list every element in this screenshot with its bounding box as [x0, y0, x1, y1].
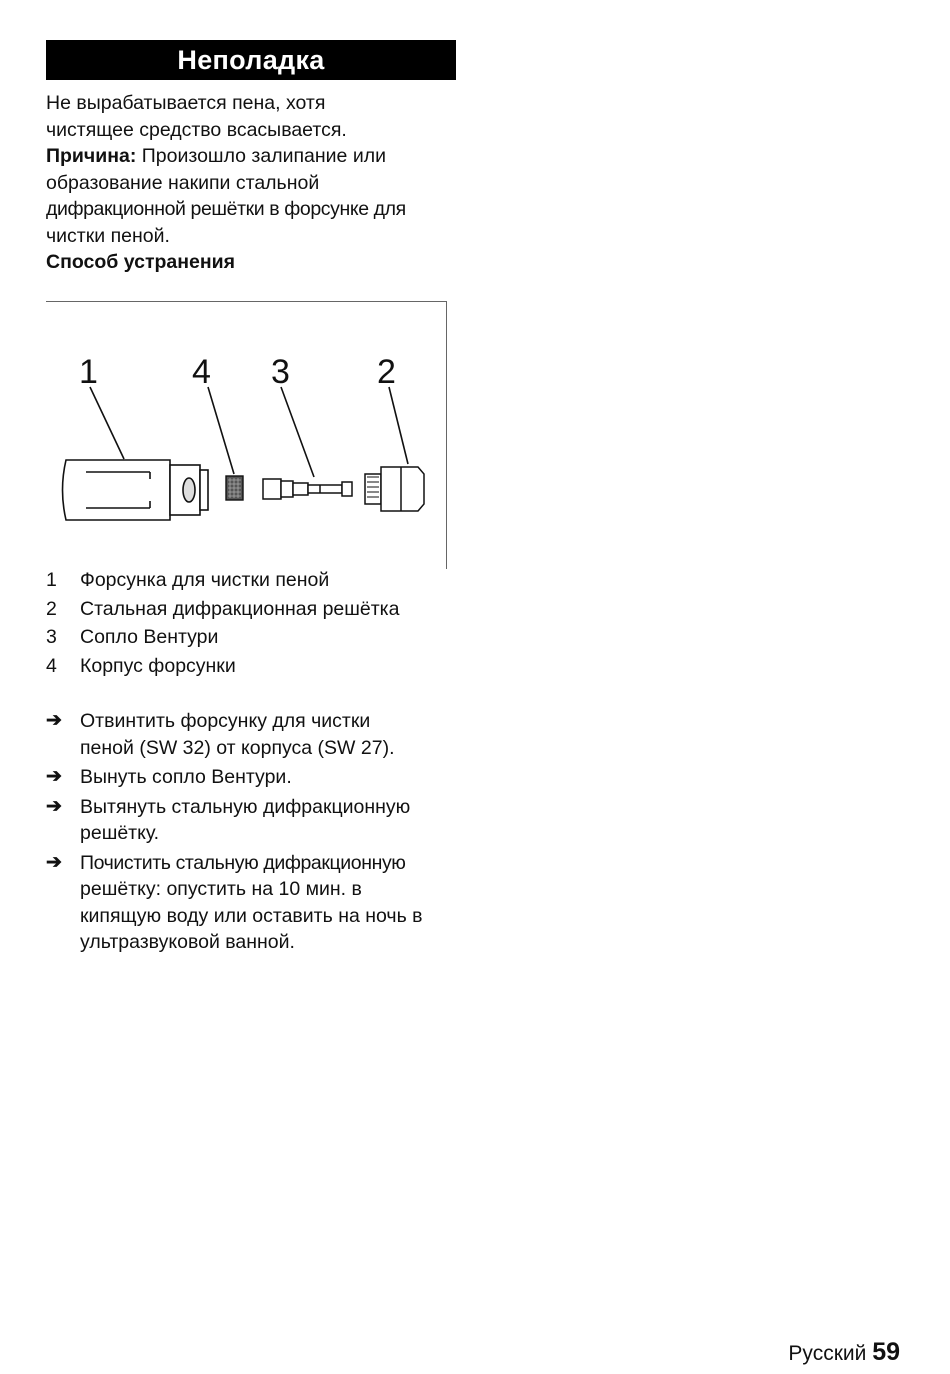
- leader-line: [208, 387, 234, 474]
- remedy-heading: Способ устранения: [46, 251, 236, 273]
- step-item: [46, 850, 456, 956]
- legend-item: [46, 652, 456, 681]
- step-text: Отвинтить форсунку для чистки: [80, 710, 371, 732]
- page-number: 59: [872, 1338, 900, 1366]
- arrow-right-icon: ➔: [46, 766, 62, 787]
- arrow-right-icon: ➔: [46, 795, 62, 817]
- cause-line: образование накипи стальной: [46, 171, 320, 194]
- problem-description: [46, 90, 456, 276]
- legend-item: [46, 623, 456, 652]
- leader-line: [389, 387, 408, 464]
- nozzle-parts-illustration: [46, 302, 447, 570]
- figure-label: 2: [377, 353, 396, 391]
- figure-legend: [46, 566, 456, 680]
- legend-number: 2: [46, 597, 57, 620]
- figure-label: 1: [79, 353, 98, 391]
- step-item: [46, 794, 456, 847]
- step-text: Вынуть сопло Вентури.: [80, 766, 292, 788]
- section-heading: Неполадка: [46, 40, 456, 80]
- step-text: решётку.: [80, 822, 160, 844]
- figure-label: 4: [192, 353, 211, 391]
- step-text: кипящую воду или оставить на ночь в: [80, 904, 423, 927]
- step-text: ультразвуковой ванной.: [80, 931, 295, 953]
- leader-line: [90, 387, 124, 459]
- legend-item: [46, 595, 456, 624]
- cause-line: дифракционной решётки в форсунке для: [46, 198, 406, 220]
- cause-line: чистки пеной.: [46, 224, 170, 247]
- remedy-steps: [46, 708, 456, 959]
- problem-line: Не вырабатывается пена, хотя: [46, 92, 326, 114]
- legend-text: Сопло Вентури: [80, 626, 219, 648]
- step-item: [46, 764, 456, 791]
- step-item: [46, 708, 456, 761]
- cause-label: Причина:: [46, 145, 137, 167]
- cause-text: Произошло залипание или: [136, 145, 386, 167]
- legend-text: Стальная дифракционная решётка: [80, 597, 400, 620]
- legend-item: [46, 566, 456, 595]
- leader-line: [281, 387, 314, 477]
- step-text: пеной (SW 32) от корпуса (SW 27).: [80, 736, 395, 759]
- problem-line: чистящее средство всасывается.: [46, 118, 347, 141]
- venturi-nozzle-part: [263, 479, 352, 499]
- nozzle-body-part: [365, 467, 424, 511]
- step-text: Почистить стальную дифракционную: [80, 851, 406, 874]
- steel-sieve-part: [226, 476, 243, 500]
- legend-text: Корпус форсунки: [80, 654, 236, 677]
- nozzle-figure: [46, 301, 447, 569]
- legend-number: 1: [46, 569, 57, 591]
- step-text: решётку: опустить на 10 мин. в: [80, 878, 362, 900]
- arrow-right-icon: ➔: [46, 851, 62, 873]
- step-text: Вытянуть стальную дифракционную: [80, 795, 411, 818]
- legend-text: Форсунка для чистки пеной: [80, 569, 330, 591]
- foam-nozzle-part: [63, 460, 209, 520]
- legend-number: 3: [46, 626, 57, 648]
- content-column: [46, 40, 456, 276]
- legend-number: 4: [46, 654, 57, 677]
- page-footer: [788, 1338, 900, 1367]
- figure-label: 3: [271, 353, 290, 391]
- arrow-right-icon: ➔: [46, 710, 62, 731]
- footer-language: Русский: [788, 1342, 867, 1365]
- cause-line: [46, 143, 456, 170]
